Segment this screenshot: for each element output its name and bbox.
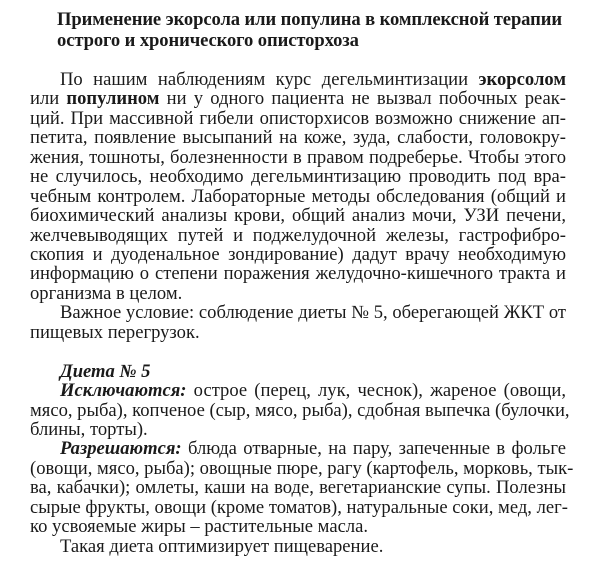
text-span: блюда отварные, на пару, запеченные в фольге bbox=[181, 438, 566, 460]
paragraph-line bbox=[30, 70, 566, 89]
text-span: ни у одного пациента не вызвал побочных реак- bbox=[159, 88, 566, 110]
paragraph-line: пищевых перегрузок. bbox=[30, 321, 200, 343]
drug-name-ekorsol: экорсолом bbox=[478, 69, 566, 90]
paragraph-line: биохимический анализы крови, общий анализ мочи, УЗИ печени, bbox=[30, 205, 566, 227]
paragraph-line: желчевыводящих путей и поджелудочной железы, гастрофибро- bbox=[30, 224, 566, 246]
paragraph-line: организма в целом. bbox=[30, 282, 183, 304]
drug-name-populin: популином bbox=[66, 88, 160, 110]
paragraph-line: мясо, рыба), копченое (сыр, мясо, рыба), сдобная выпечка (булочки, bbox=[30, 399, 570, 421]
article-body bbox=[30, 69, 574, 557]
paragraph-line: ва, кабачки); омлеты, каши на воде, вегетарианские супы. Полезны bbox=[30, 477, 566, 499]
text-span: или bbox=[30, 88, 67, 110]
paragraph-line: информацию о степени поражения желудочно-кишечного тракта и bbox=[30, 263, 566, 285]
spacer bbox=[30, 342, 566, 362]
paragraph-line: (овощи, мясо, рыба); овощные пюре, рагу (картофель, морковь, тык- bbox=[30, 457, 574, 479]
text-span: острое (перец, лук, чеснок), жареное (овощи, bbox=[186, 380, 566, 402]
text-span: По нашим наблюдениям курс дегельминтизации bbox=[60, 69, 479, 90]
paragraph-line: жения, тошноты, болезненности в правом подреберье. Чтобы этого bbox=[30, 146, 566, 168]
paragraph-line: блины, торты). bbox=[30, 418, 148, 440]
allowed-label: Разрешаются: bbox=[60, 438, 182, 460]
paragraph-line: Важное условие: соблюдение диеты № 5, оберегающей ЖКТ от bbox=[60, 302, 566, 324]
excluded-label: Исключаются: bbox=[60, 380, 187, 402]
heading-line-1: Применение экорсола или популина в комплексной терапии bbox=[57, 9, 562, 30]
paragraph-line bbox=[30, 439, 566, 458]
heading-line-2: острого и хронического описторхоза bbox=[57, 30, 359, 51]
diet-title: Диета № 5 bbox=[60, 360, 151, 382]
section-heading bbox=[57, 9, 577, 51]
paragraph-line: ций. При массивной гибели описторхисов возможно снижение ап- bbox=[30, 107, 566, 129]
paragraph-line: чебным контролем. Лабораторные методы обследования (общий и bbox=[30, 185, 566, 207]
closing-line: Такая диета оптимизирует пищеварение. bbox=[60, 535, 384, 557]
paragraph-line bbox=[30, 381, 566, 400]
paragraph-line: сырые фрукты, овощи (кроме томатов), натуральные соки, мед, лег- bbox=[30, 496, 568, 518]
paragraph-line bbox=[30, 89, 566, 108]
paragraph-line: петита, появление высыпаний на коже, зуда, слабости, головокру- bbox=[30, 127, 566, 149]
paragraph-line: ко усвояемые жиры – растительные масла. bbox=[30, 516, 369, 538]
paragraph-line: не случилось, необходимо дегельминтизацию проводить под вра- bbox=[30, 166, 566, 188]
paragraph-line: скопия и дуоденальное зондирование) дадут врачу необходимую bbox=[30, 243, 566, 265]
